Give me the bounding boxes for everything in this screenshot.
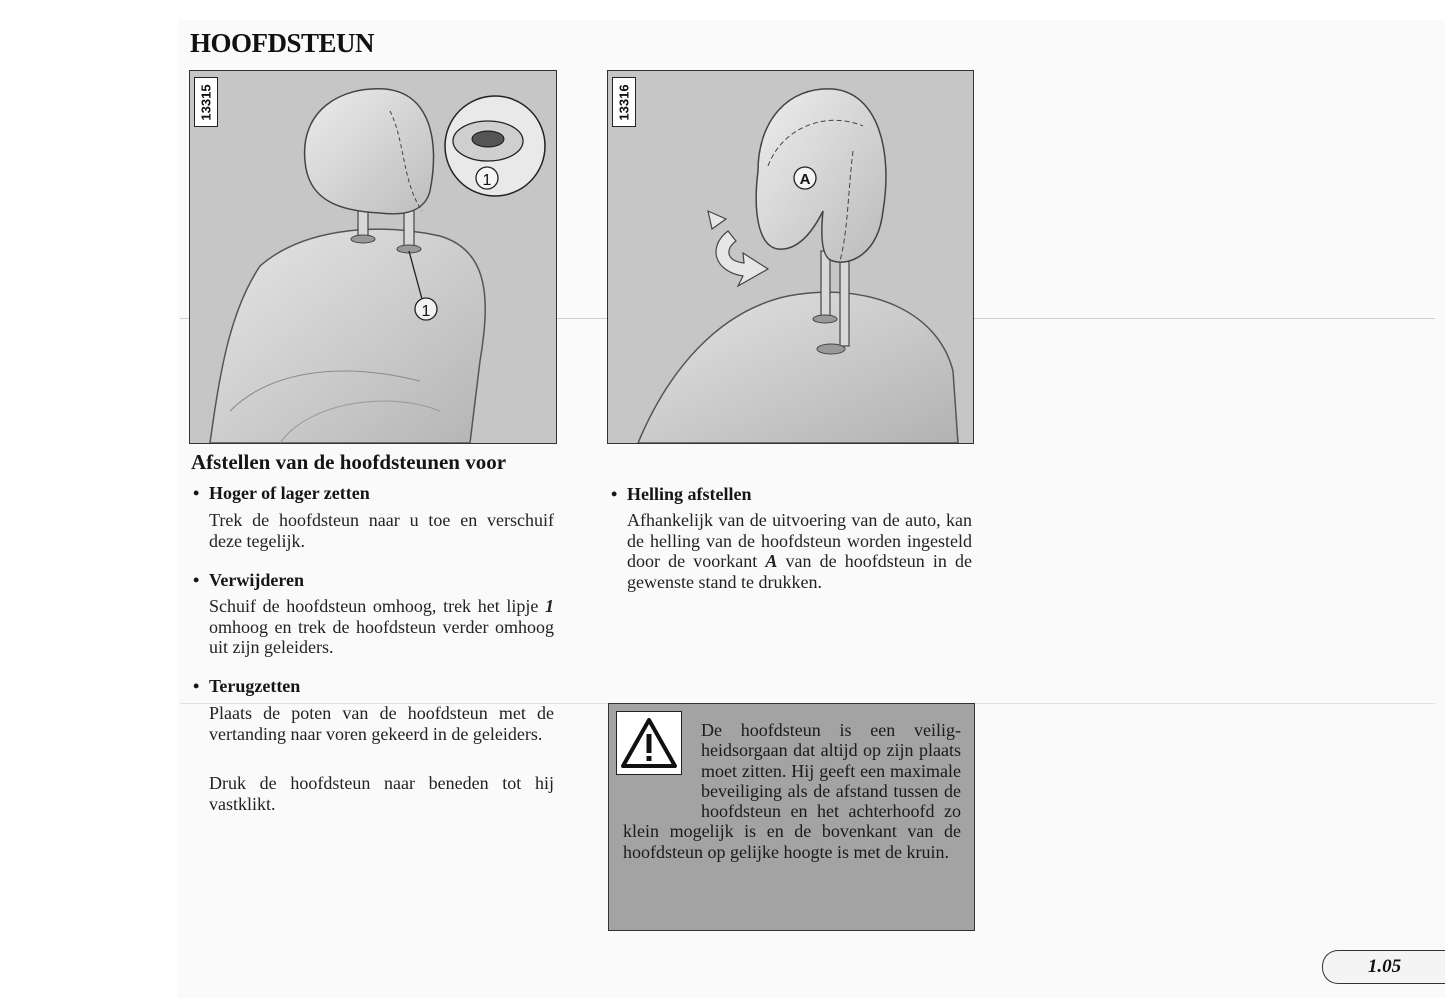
- paragraph: Plaats de poten van de hoofdsteun met de vertanding naar voren gekeerd in de geleiders.: [209, 703, 554, 744]
- paragraph: Afhankelijk van de uitvoering van de auto, kan de helling van de hoofdsteun worden ingesteld door de voorkant A van de hoofdsteun in de gewenste stand te drukken.: [627, 510, 973, 592]
- callout-a-label: A: [799, 171, 811, 188]
- page-number: 1.05: [1322, 950, 1445, 984]
- bullet-label: • Hoger of lager zetten: [209, 483, 370, 504]
- callout-1-label: 1: [421, 303, 431, 320]
- bullet-label: • Verwijderen: [209, 570, 304, 591]
- warning-text: De hoofdsteun is een veiligheidsorgaan dat altijd op zijn plaats moet zitten. Hij geeft een maximale beveiliging als de afstand tussen de hoofdsteun en het achterhoofd zo klein mogelijk is en de bovenkant van de hoofdsteun op gelijke hoogte is met de kruin.: [623, 720, 961, 862]
- figure-headrest-removal: [189, 70, 557, 444]
- paragraph: Trek de hoofdsteun naar u toe en verschuif deze tegelijk.: [209, 510, 554, 551]
- section-heading: Afstellen van de hoofdsteunen voor: [191, 450, 507, 474]
- bullet-label: • Terugzetten: [209, 676, 300, 697]
- paragraph: Schuif de hoofdsteun omhoog, trek het lipje 1 omhoog en trek de hoofdsteun verder omhoog uit zijn geleiders.: [209, 596, 554, 657]
- bullet-label: • Helling afstellen: [627, 484, 752, 505]
- figure-code-label: 13315: [194, 77, 218, 127]
- headrest-tilt-illustration: [608, 71, 973, 443]
- page-title: HOOFDSTEUN: [190, 28, 375, 58]
- callout-1-inset-label: 1: [482, 172, 492, 189]
- paragraph: Druk de hoofdsteun naar beneden tot hij vastklikt.: [209, 773, 554, 814]
- headrest-removal-illustration: [190, 71, 556, 443]
- figure-code-label: 13316: [612, 77, 636, 127]
- warning-box: [608, 703, 975, 931]
- figure-headrest-tilt: [607, 70, 974, 444]
